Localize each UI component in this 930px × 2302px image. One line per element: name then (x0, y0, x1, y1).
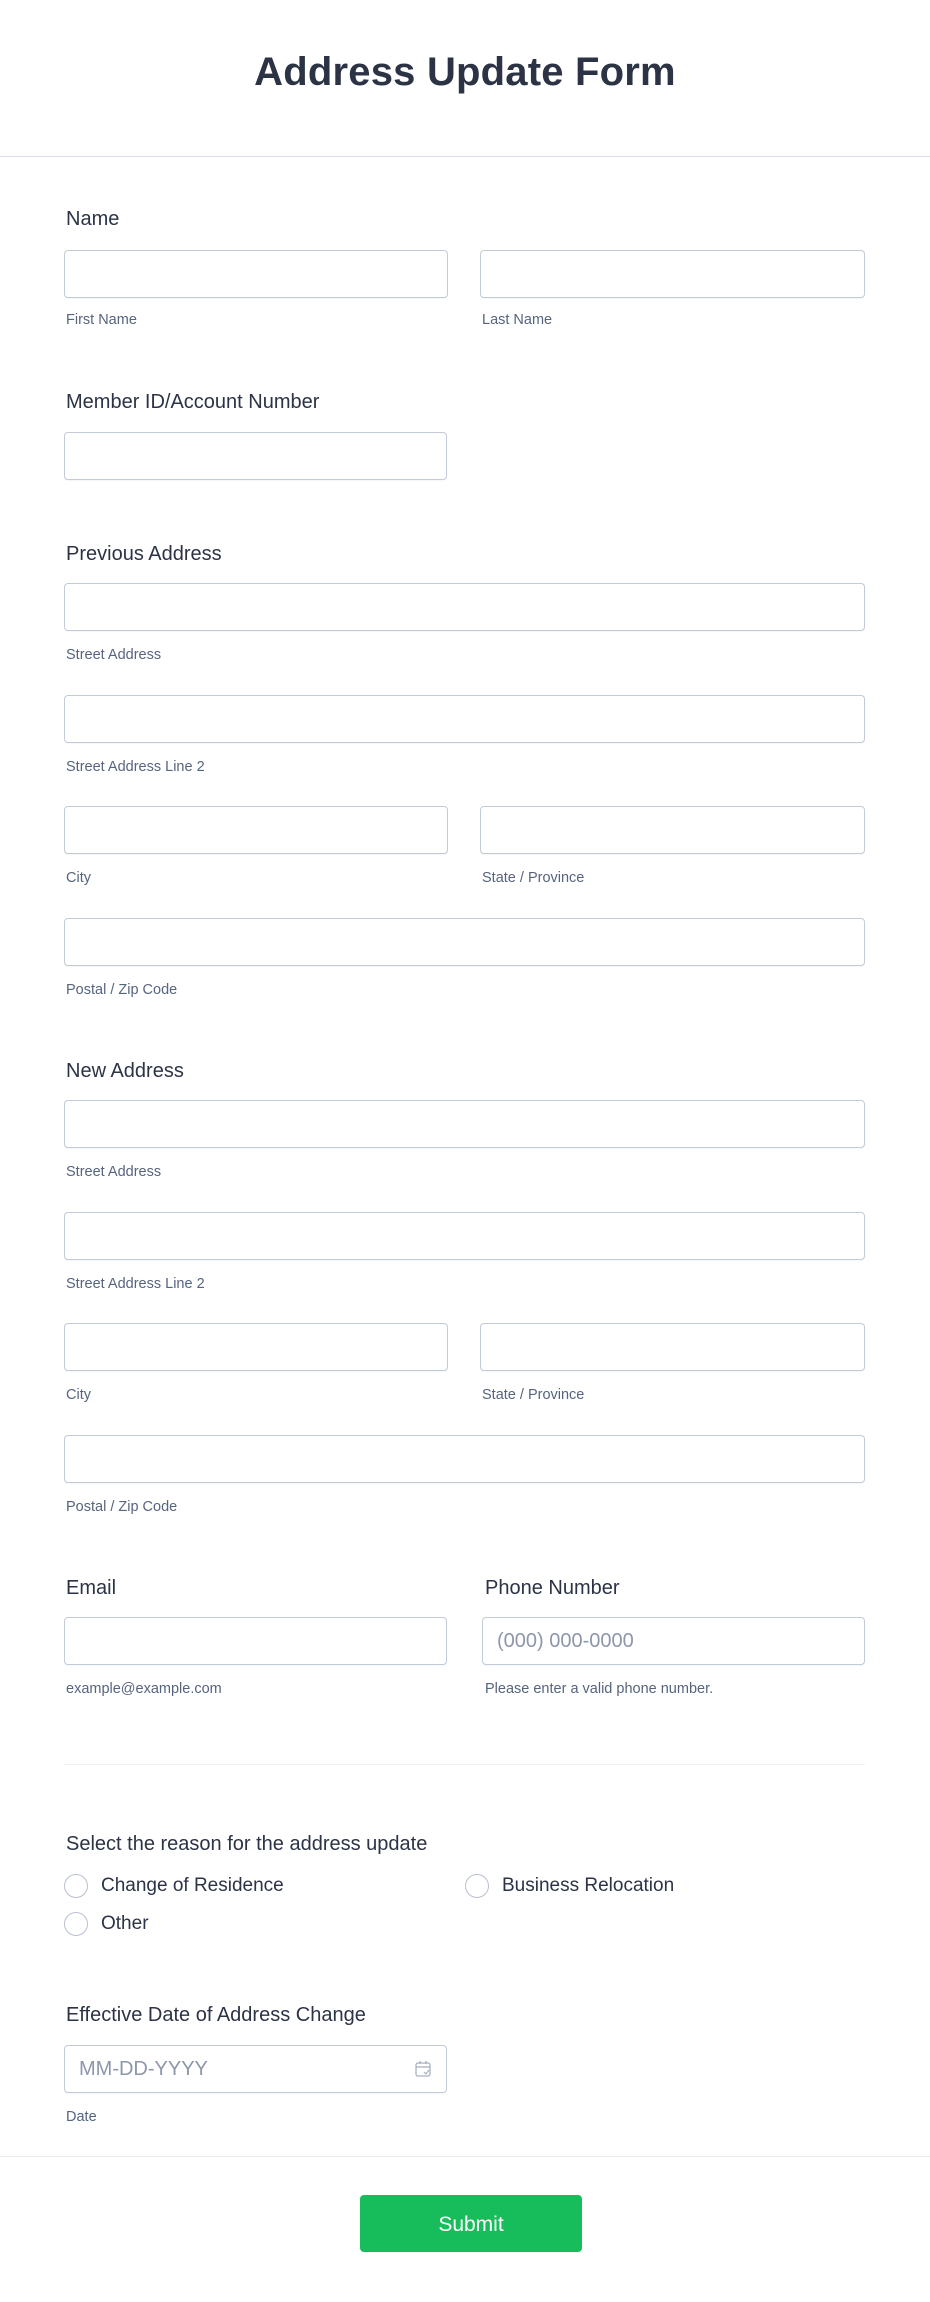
previous-street2-sublabel: Street Address Line 2 (66, 759, 205, 775)
radio-label-change-of-residence[interactable]: Change of Residence (101, 1875, 284, 1896)
radio-label-business-relocation[interactable]: Business Relocation (502, 1875, 675, 1896)
previous-street2-input[interactable] (64, 695, 865, 743)
new-street2-sublabel: Street Address Line 2 (66, 1276, 205, 1292)
new-street2-input[interactable] (64, 1212, 865, 1260)
radio-label-other[interactable]: Other (101, 1913, 149, 1934)
new-address-label: New Address (66, 1060, 184, 1082)
previous-state-input[interactable] (480, 806, 865, 854)
email-label: Email (66, 1577, 117, 1599)
first-name-sublabel: First Name (66, 312, 137, 328)
previous-street-sublabel: Street Address (66, 647, 162, 663)
radio-business-relocation[interactable] (465, 1874, 489, 1898)
form-title: Address Update Form (254, 50, 676, 94)
member-id-label: Member ID/Account Number (66, 391, 320, 413)
radio-change-of-residence[interactable] (64, 1874, 88, 1898)
radio-other[interactable] (64, 1912, 88, 1936)
new-street-input[interactable] (64, 1100, 865, 1148)
new-postal-sublabel: Postal / Zip Code (66, 1499, 178, 1515)
section-divider (64, 1764, 865, 1765)
reason-label: Select the reason for the address update (66, 1833, 428, 1855)
previous-street-input[interactable] (64, 583, 865, 631)
email-sublabel: example@example.com (66, 1681, 222, 1697)
last-name-input[interactable] (480, 250, 865, 298)
new-state-sublabel: State / Province (482, 1387, 585, 1403)
first-name-input[interactable] (64, 250, 448, 298)
calendar-icon[interactable] (414, 2060, 432, 2078)
email-input[interactable] (64, 1617, 447, 1665)
previous-state-sublabel: State / Province (482, 870, 585, 886)
phone-placeholder: (000) 000-0000 (497, 1630, 634, 1652)
phone-sublabel: Please enter a valid phone number. (485, 1681, 714, 1697)
footer-divider (0, 2156, 930, 2157)
previous-postal-input[interactable] (64, 918, 865, 966)
member-id-input[interactable] (64, 432, 447, 480)
previous-postal-sublabel: Postal / Zip Code (66, 982, 178, 998)
submit-button[interactable]: Submit (360, 2195, 582, 2252)
date-label: Effective Date of Address Change (66, 2004, 366, 2026)
new-state-input[interactable] (480, 1323, 865, 1371)
previous-city-input[interactable] (64, 806, 448, 854)
header-divider (0, 156, 930, 157)
new-street-sublabel: Street Address (66, 1164, 162, 1180)
new-postal-input[interactable] (64, 1435, 865, 1483)
previous-city-sublabel: City (66, 870, 91, 886)
date-input[interactable] (64, 2045, 447, 2093)
name-label: Name (66, 208, 120, 230)
date-sublabel: Date (66, 2109, 97, 2125)
phone-input[interactable] (482, 1617, 865, 1665)
phone-label: Phone Number (485, 1577, 620, 1599)
new-city-input[interactable] (64, 1323, 448, 1371)
previous-address-label: Previous Address (66, 543, 222, 565)
date-placeholder: MM-DD-YYYY (79, 2058, 208, 2080)
last-name-sublabel: Last Name (482, 312, 553, 328)
new-city-sublabel: City (66, 1387, 91, 1403)
